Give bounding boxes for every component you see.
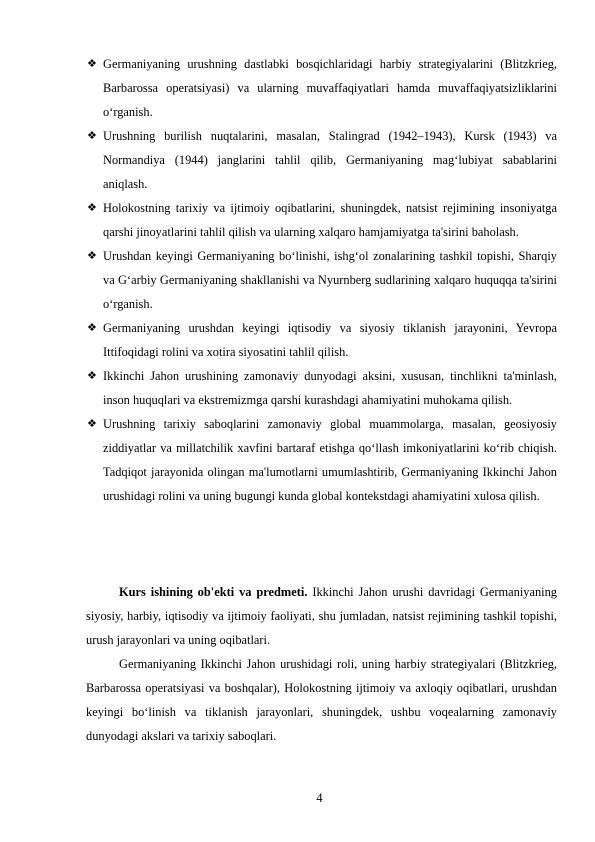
list-item-text: Germaniyaning urushning dastlabki bosqichlaridagi harbiy strategiyalarini (Blitzkrieg, Barbarossa operatsiyasi) va ularning muvaffaqiyatlari hamda muvaffaqiyatsizliklarini o‘rganish. xyxy=(103,57,557,119)
list-item-text: Urushdan keyingi Germaniyaning bo‘linishi, ishg‘ol zonalarining tashkil topishi, Sharqiy va G‘arbiy Germaniyaning shakllanishi va Nyurnberg sudlarining xalqaro huquqqa ta'sirini o‘rganish. xyxy=(103,249,557,311)
diamond-bullet-icon: ❖ xyxy=(87,249,97,262)
paragraph-text: Ikkinchi Jahon urushi davridagi Germaniyaning siyosiy, harbiy, iqtisodiy va ijtimoiy faoliyati, shu jumladan, natsist rejimining tashkil topishi, urush jarayonlari va uning oqibatlari. xyxy=(86,585,557,647)
section-title: Kurs ishining ob'ekti va predmeti. xyxy=(119,585,308,599)
objectives-list xyxy=(86,52,557,508)
object-subject-paragraph xyxy=(86,580,557,652)
list-item xyxy=(86,412,557,508)
diamond-bullet-icon: ❖ xyxy=(87,369,97,382)
diamond-bullet-icon: ❖ xyxy=(87,129,97,142)
list-item-text: Urushning burilish nuqtalarini, masalan, Stalingrad (1942–1943), Kursk (1943) va Normandiya (1944) janglarini tahlil qilib, Germaniyaning mag‘lubiyat sabablarini aniqlash. xyxy=(103,129,557,191)
role-paragraph: Germaniyaning Ikkinchi Jahon urushidagi roli, uning harbiy strategiyalari (Blitzkrieg, Barbarossa operatsiyasi va boshqalar), Holokostning ijtimoiy va axloqiy oqibatlari, urushdan keyingi bo‘linish va tiklanish jarayonlari, shuningdek, ushbu voqealarning zamonaviy dunyodagi akslari va tarixiy saboqlari. xyxy=(86,657,557,743)
diamond-bullet-icon: ❖ xyxy=(87,57,97,70)
list-item-text: Germaniyaning urushdan keyingi iqtisodiy va siyosiy tiklanish jarayonini, Yevropa Ittifoqidagi rolini va xotira siyosatini tahlil qilish. xyxy=(103,321,557,359)
list-item-text: Urushning tarixiy saboqlarini zamonaviy global muammolarga, masalan, geosiyosiy ziddiyatlar va millatchilik xavfini bartaraf etishga qo‘llash imkoniyatlarini ko‘rib chiqish. Tadqiqot jarayonida olingan ma'lumotlarni umumlashtirib, Germaniyaning Ikkinchi Jahon urushidagi rolini va uning bugungi kunda global kontekstdagi ahamiyatini xulosa qilish. xyxy=(103,417,557,503)
page-number: 4 xyxy=(316,791,323,805)
list-item xyxy=(86,124,557,196)
diamond-bullet-icon: ❖ xyxy=(87,417,97,430)
list-item xyxy=(86,316,557,364)
list-item-text: Holokostning tarixiy va ijtimoiy oqibatlarini, shuningdek, natsist rejimining insoniyatga qarshi jinoyatlarini tahlil qilish va ularning xalqaro hamjamiyatga ta'sirini baholash. xyxy=(103,201,557,239)
list-item xyxy=(86,196,557,244)
list-item xyxy=(86,52,557,124)
list-item xyxy=(86,244,557,316)
diamond-bullet-icon: ❖ xyxy=(87,201,97,214)
list-item xyxy=(86,364,557,412)
diamond-bullet-icon: ❖ xyxy=(87,321,97,334)
list-item-text: Ikkinchi Jahon urushining zamonaviy dunyodagi aksini, xususan, tinchlikni ta'minlash, inson huquqlari va ekstremizmga qarshi kurashdagi ahamiyatini muhokama qilish. xyxy=(103,369,557,407)
